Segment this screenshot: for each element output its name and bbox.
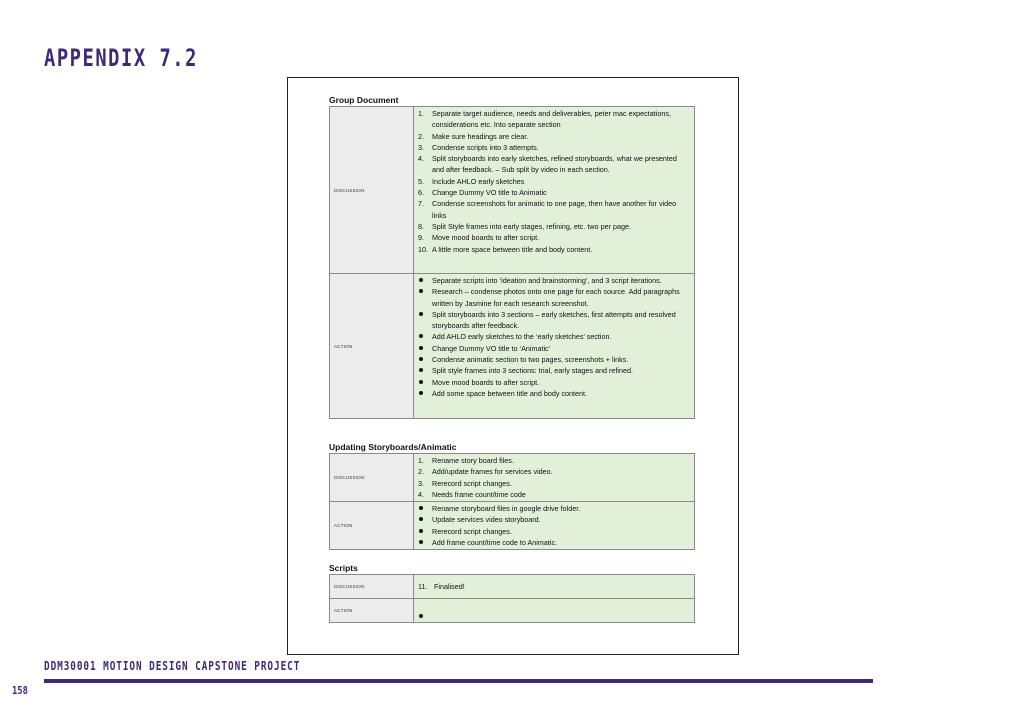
action-list bbox=[418, 503, 688, 548]
list-item bbox=[418, 275, 688, 286]
document-page bbox=[287, 77, 739, 655]
list-number: 6. bbox=[418, 188, 424, 198]
list-item-text: A little more space between title and body content. bbox=[432, 244, 593, 254]
list-item bbox=[418, 466, 688, 477]
discussion-label: DISCUSSION bbox=[330, 454, 414, 502]
list-item-text: Separate scripts into ‘ideation and brainstorming’, and 3 script iterations. bbox=[432, 276, 662, 285]
list-item bbox=[418, 478, 688, 489]
list-item bbox=[418, 142, 688, 153]
list-number: 3. bbox=[418, 142, 424, 152]
section-heading-updating-storyboards: Updating Storyboards/Animatic bbox=[329, 442, 457, 452]
list-item-text: Split style frames into 3 sections: trial, early stages and refined. bbox=[432, 366, 633, 376]
list-item bbox=[418, 377, 688, 388]
list-item-text: Change Dummy VO title to ‘Animatic’ bbox=[432, 343, 551, 353]
bullet-icon bbox=[419, 357, 423, 361]
list-item-text: Research – condense photos onto one page for each source. Add paragraphs written by Jasmine for each research screenshot. bbox=[432, 287, 680, 308]
list-item bbox=[418, 354, 688, 365]
list-number: 4. bbox=[418, 489, 424, 499]
appendix-title: APPENDIX 7.2 bbox=[44, 44, 198, 72]
list-item bbox=[418, 232, 688, 243]
action-cell bbox=[414, 599, 695, 623]
action-cell bbox=[414, 502, 695, 550]
list-item bbox=[418, 331, 688, 342]
list-item bbox=[418, 131, 688, 142]
list-item bbox=[418, 198, 688, 221]
action-label: ACTION bbox=[330, 599, 414, 623]
list-item bbox=[418, 221, 688, 232]
list-number: 2. bbox=[418, 131, 424, 141]
list-item-text: Include AHLO early sketches bbox=[432, 176, 525, 186]
bullet-icon bbox=[419, 614, 423, 618]
list-number: 5. bbox=[418, 176, 424, 186]
discussion-row bbox=[330, 454, 695, 502]
footer-divider bbox=[44, 679, 873, 683]
list-item bbox=[418, 489, 688, 500]
list-item-text: Condense screenshots for animatic to one page, then have another for video links bbox=[432, 199, 677, 220]
list-number: 1. bbox=[418, 109, 424, 118]
bullet-icon bbox=[419, 278, 423, 282]
list-item bbox=[418, 365, 688, 376]
bullet-icon bbox=[419, 346, 423, 350]
bullet-icon bbox=[419, 289, 423, 293]
footer-course-title: DDM30001 MOTION DESIGN CAPSTONE PROJECT bbox=[44, 659, 301, 673]
list-item bbox=[418, 503, 688, 514]
scripts-table bbox=[329, 574, 695, 623]
list-item bbox=[418, 108, 688, 131]
list-item-text: Add AHLO early sketches to the ‘early sketches’ section. bbox=[432, 332, 612, 342]
list-number: 8. bbox=[418, 221, 424, 231]
list-number: 9. bbox=[418, 233, 424, 243]
discussion-cell bbox=[414, 454, 695, 502]
page-number: 158 bbox=[12, 684, 28, 697]
list-item-text: Update services video storyboard. bbox=[432, 515, 541, 525]
bullet-icon bbox=[419, 540, 423, 544]
list-item bbox=[418, 388, 688, 399]
list-item bbox=[418, 244, 688, 255]
list-item-text: Rerecord script changes. bbox=[432, 526, 512, 536]
list-item-text: Split Style frames into early stages, refining, etc. two per page. bbox=[432, 221, 631, 231]
list-number: 11. bbox=[418, 581, 428, 591]
list-item bbox=[418, 455, 688, 466]
list-item-text: Add/update frames for services video. bbox=[432, 467, 553, 477]
list-item-text: Add some space between title and body content. bbox=[432, 388, 588, 398]
updating-storyboards-table bbox=[329, 453, 695, 550]
list-item-text: Change Dummy VO title to Animatic bbox=[432, 188, 547, 198]
discussion-cell bbox=[414, 107, 695, 274]
discussion-row bbox=[330, 575, 695, 599]
discussion-list bbox=[418, 455, 688, 500]
list-number: 3. bbox=[418, 478, 424, 488]
list-item-text: Rerecord script changes. bbox=[432, 478, 512, 488]
discussion-row bbox=[330, 107, 695, 274]
discussion-label: DISCUSSION bbox=[330, 107, 414, 274]
list-item-text: Split storyboards into early sketches, refined storyboards, what we presented and after feedback. – Sub split by video in each section. bbox=[432, 154, 677, 175]
discussion-label: DISCUSSION bbox=[330, 575, 414, 599]
list-item-text: Rename storyboard files in google drive folder. bbox=[432, 504, 581, 514]
list-item-text: Finalised! bbox=[434, 581, 465, 591]
section-heading-scripts: Scripts bbox=[329, 563, 358, 573]
list-item bbox=[418, 153, 688, 176]
action-row bbox=[330, 599, 695, 623]
list-item bbox=[418, 187, 688, 198]
discussion-list bbox=[418, 108, 688, 255]
bullet-icon bbox=[419, 380, 423, 384]
list-item-text: Needs frame count/time code bbox=[432, 489, 526, 499]
list-item bbox=[418, 286, 688, 309]
list-item-text: Split storyboards into 3 sections – early sketches, first attempts and resolved storyboards after feedback. bbox=[432, 309, 676, 331]
list-item-text: Separate target audience, needs and deliverables, peter mac expectations, considerations etc. Into separate section bbox=[432, 109, 671, 130]
action-row bbox=[330, 274, 695, 419]
bullet-icon bbox=[419, 506, 423, 510]
list-number: 4. bbox=[418, 154, 424, 164]
bullet-icon bbox=[419, 334, 423, 338]
list-item-text: Move mood boards to after script. bbox=[432, 233, 540, 243]
action-label: ACTION bbox=[330, 274, 414, 419]
list-item bbox=[418, 581, 688, 592]
list-item-text: Make sure headings are clear. bbox=[432, 131, 529, 141]
list-item bbox=[418, 514, 688, 525]
list-item-text: Condense animatic section to two pages, screenshots + links. bbox=[432, 355, 629, 365]
list-item bbox=[418, 309, 688, 332]
list-item bbox=[418, 526, 688, 537]
list-number: 2. bbox=[418, 467, 424, 477]
list-item-text: Move mood boards to after script. bbox=[432, 377, 540, 387]
section-heading-group-document: Group Document bbox=[329, 95, 399, 105]
list-item-text: Condense scripts into 3 attempts. bbox=[432, 142, 539, 152]
bullet-icon bbox=[419, 368, 423, 372]
action-row bbox=[330, 502, 695, 550]
list-item-text: Rename story board files. bbox=[432, 456, 514, 465]
list-item bbox=[418, 176, 688, 187]
list-item bbox=[418, 343, 688, 354]
bullet-icon bbox=[419, 529, 423, 533]
list-number: 7. bbox=[418, 199, 424, 209]
bullet-icon bbox=[419, 391, 423, 395]
action-label: ACTION bbox=[330, 502, 414, 550]
list-item bbox=[418, 537, 688, 548]
group-document-table bbox=[329, 106, 695, 419]
list-item-text: Add frame count/time code to Animatic. bbox=[432, 538, 558, 548]
action-list bbox=[418, 275, 688, 399]
discussion-cell bbox=[414, 575, 695, 599]
list-number: 10. bbox=[418, 244, 428, 254]
action-cell bbox=[414, 274, 695, 419]
bullet-icon bbox=[419, 517, 423, 521]
list-number: 1. bbox=[418, 456, 424, 465]
bullet-icon bbox=[419, 312, 423, 316]
